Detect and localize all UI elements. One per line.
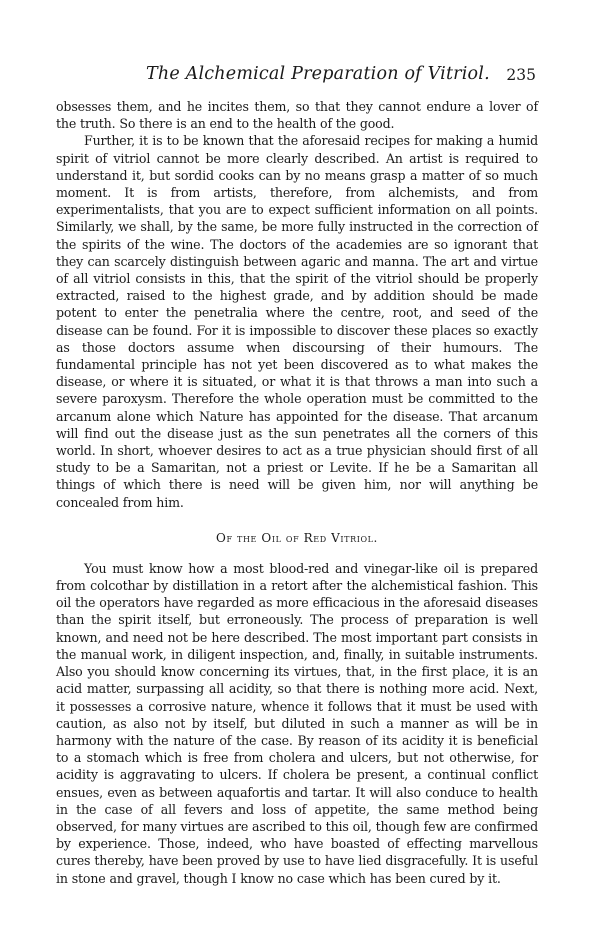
book-page: [56, 62, 538, 887]
running-header: [56, 62, 538, 92]
section-heading: Of the Oil of Red Vitriol.: [216, 530, 378, 545]
running-title: The Alchemical Preparation of Vitriol.: [146, 64, 490, 84]
paragraph-oil-of-red-vitriol: You must know how a most blood-red and vinegar-like oil is prepared from colcothar by distillation in a retort after the alchemistical fashion. This oil the operators have regarded as more efficacious in the aforesaid diseases than the spirit itself, but erroneously. The process of preparation is well known, and need not be here described. The most important part consists in the manual work, in diligent inspection, and, finally, in suitable instruments. Also you should know concerning its virtues, that, in the first place, it is an acid matter, surpassing all acidity, so that there is nothing more acid. Next, it possesses a corrosive nature, whence it follows that it must be used with caution, as also not by itself, but diluted in such a manner as will be in harmony with the nature of the case. By reason of its acidity it is beneficial to a stomach which is free from cholera and ulcers, but not otherwise, for acidity is aggravating to ulcers. If cholera be present, a continual conflict ensues, even as between aquafortis and tartar. It will also conduce to health in the case of all fevers and loss of appetite, the same method being observed, for many virtues are ascribed to this oil, though few are confirmed by experience. Those, indeed, who have boasted of effecting marvellous cures thereby, have been proved by use to have lied disgracefully. It is useful in stone and gravel, though I know no case which has been cured by it.: [56, 560, 538, 886]
paragraph-continued: obsesses them, and he incites them, so that they cannot endure a lover of the truth. So there is an end to the health of the good.: [56, 99, 538, 132]
paragraph-recipes: Further, it is to be known that the aforesaid recipes for making a humid spirit of vitriol cannot be more clearly described. An artist is required to understand it, but sordid cooks can by no means grasp a matter of so much moment. It is from artists, therefore, from alchemists, and from experimentalists, that you are to expect sufficient information on all points. Similarly, we shall, by the same, be more fully instructed in the correction of the spirits of the wine. The doctors of the academies are so ignorant that they can scarcely distinguish between agaric and manna. The art and virtue of all vitriol consists in this, that the spirit of the vitriol should be properly extracted, raised to the highest grade, and by addition should be made potent to enter the penetralia where the centre, root, and seed of the disease can be found. For it is impossible to discover these places so exactly as those doctors assume when discoursing of their humours. The fundamental principle has not yet been discovered as to what makes the disease, or where it is situated, or what it is that throws a man into such a severe paroxysm. Therefore the whole operation must be committed to the arcanum alone which Nature has appointed for the disease. That arcanum will find out the disease just as the sun penetrates all the corners of this world. In short, whoever desires to act as a true physician should first of all study to be a Samaritan, not a priest or Levite. If he be a Samaritan all things of which there is need will be given him, nor will anything be concealed from him.: [56, 133, 538, 510]
page-number: 235: [506, 66, 536, 84]
